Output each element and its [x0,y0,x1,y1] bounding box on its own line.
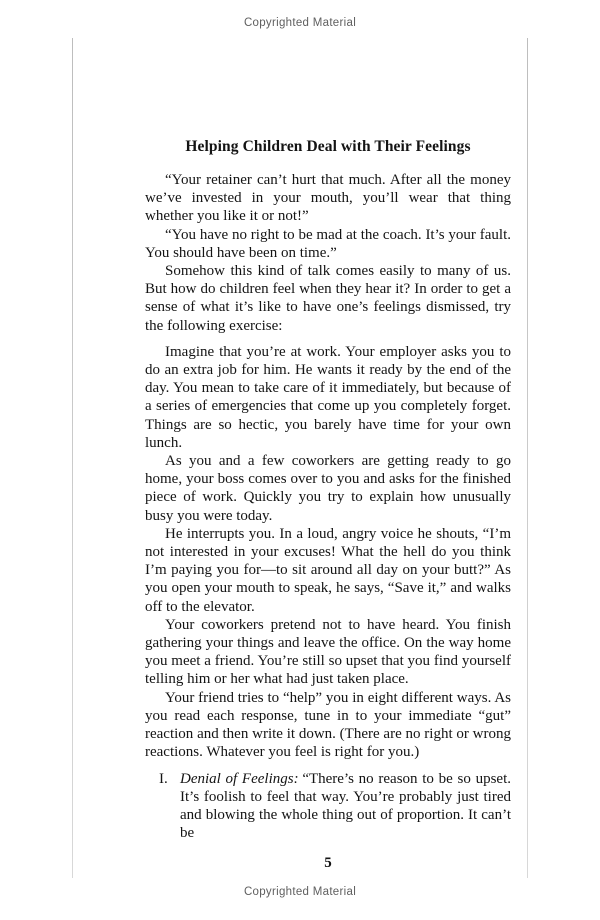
page-number: 5 [324,855,332,872]
paragraph-intro: Somehow this kind of talk comes easily to many of us. But how do children feel when they hear it? In order to get a sense of what it’s like to have one’s feelings dismissed, try the following exercise: [145,263,511,334]
page-edge-left [72,38,73,878]
list-item-body [180,770,511,843]
list-item-label: Denial of Feelings: [180,770,299,787]
paragraph-exercise-3: He interrupts you. In a loud, angry voice he shouts, “I’m not interested in your excuses! What the hell do you think I’m paying you for—to sit around all day on your butt?” As you open your mouth to speak, he says, “Save it,” and walks off to the elevator. [145,525,511,615]
list-item-text: “There’s no reason to be so upset. It’s foolish to feel that way. You’re probably just tired and blowing the whole thing out of proportion. It can’t be [180,770,511,842]
chapter-title: Helping Children Deal with Their Feelings [185,138,471,155]
paragraph-exercise-2: As you and a few coworkers are getting ready to go home, your boss comes over to you and asks for the finished piece of work. Quickly you try to explain how unusually busy you were today. [145,453,511,524]
paragraph-exercise-1: Imagine that you’re at work. Your employer asks you to do an extra job for him. He wants it ready by the end of the day. You mean to take care of it immediately, but because of a series of emergencies that come up you completely forget. Things are so hectic, you barely have time for your own lunch. [145,343,511,451]
paragraph-exercise-5: Your friend tries to “help” you in eight different ways. As you read each response, tune in to your immediate “gut” reaction and then write it down. (There are no right or wrong reactions. Whatever you feel is right for you.) [145,689,511,761]
book-page-content [145,138,511,872]
copyright-notice-top: Copyrighted Material [243,17,357,29]
copyright-notice-bottom: Copyrighted Material [243,886,357,898]
page-edge-right [527,38,528,878]
numbered-list-item-1 [145,770,511,843]
paragraph-exercise-4: Your coworkers pretend not to have heard. You finish gathering your things and leave the office. On the way home you meet a friend. You’re still so upset that you find yourself telling him or her what had just taken place. [145,616,511,688]
paragraph-quote-2: “You have no right to be mad at the coach. It’s your fault. You should have been on time.” [145,226,511,261]
list-item-marker: I. [159,770,168,787]
paragraph-quote-1: “Your retainer can’t hurt that much. After all the money we’ve invested in your mouth, you’ll wear that thing whether you like it or not!” [145,172,511,225]
